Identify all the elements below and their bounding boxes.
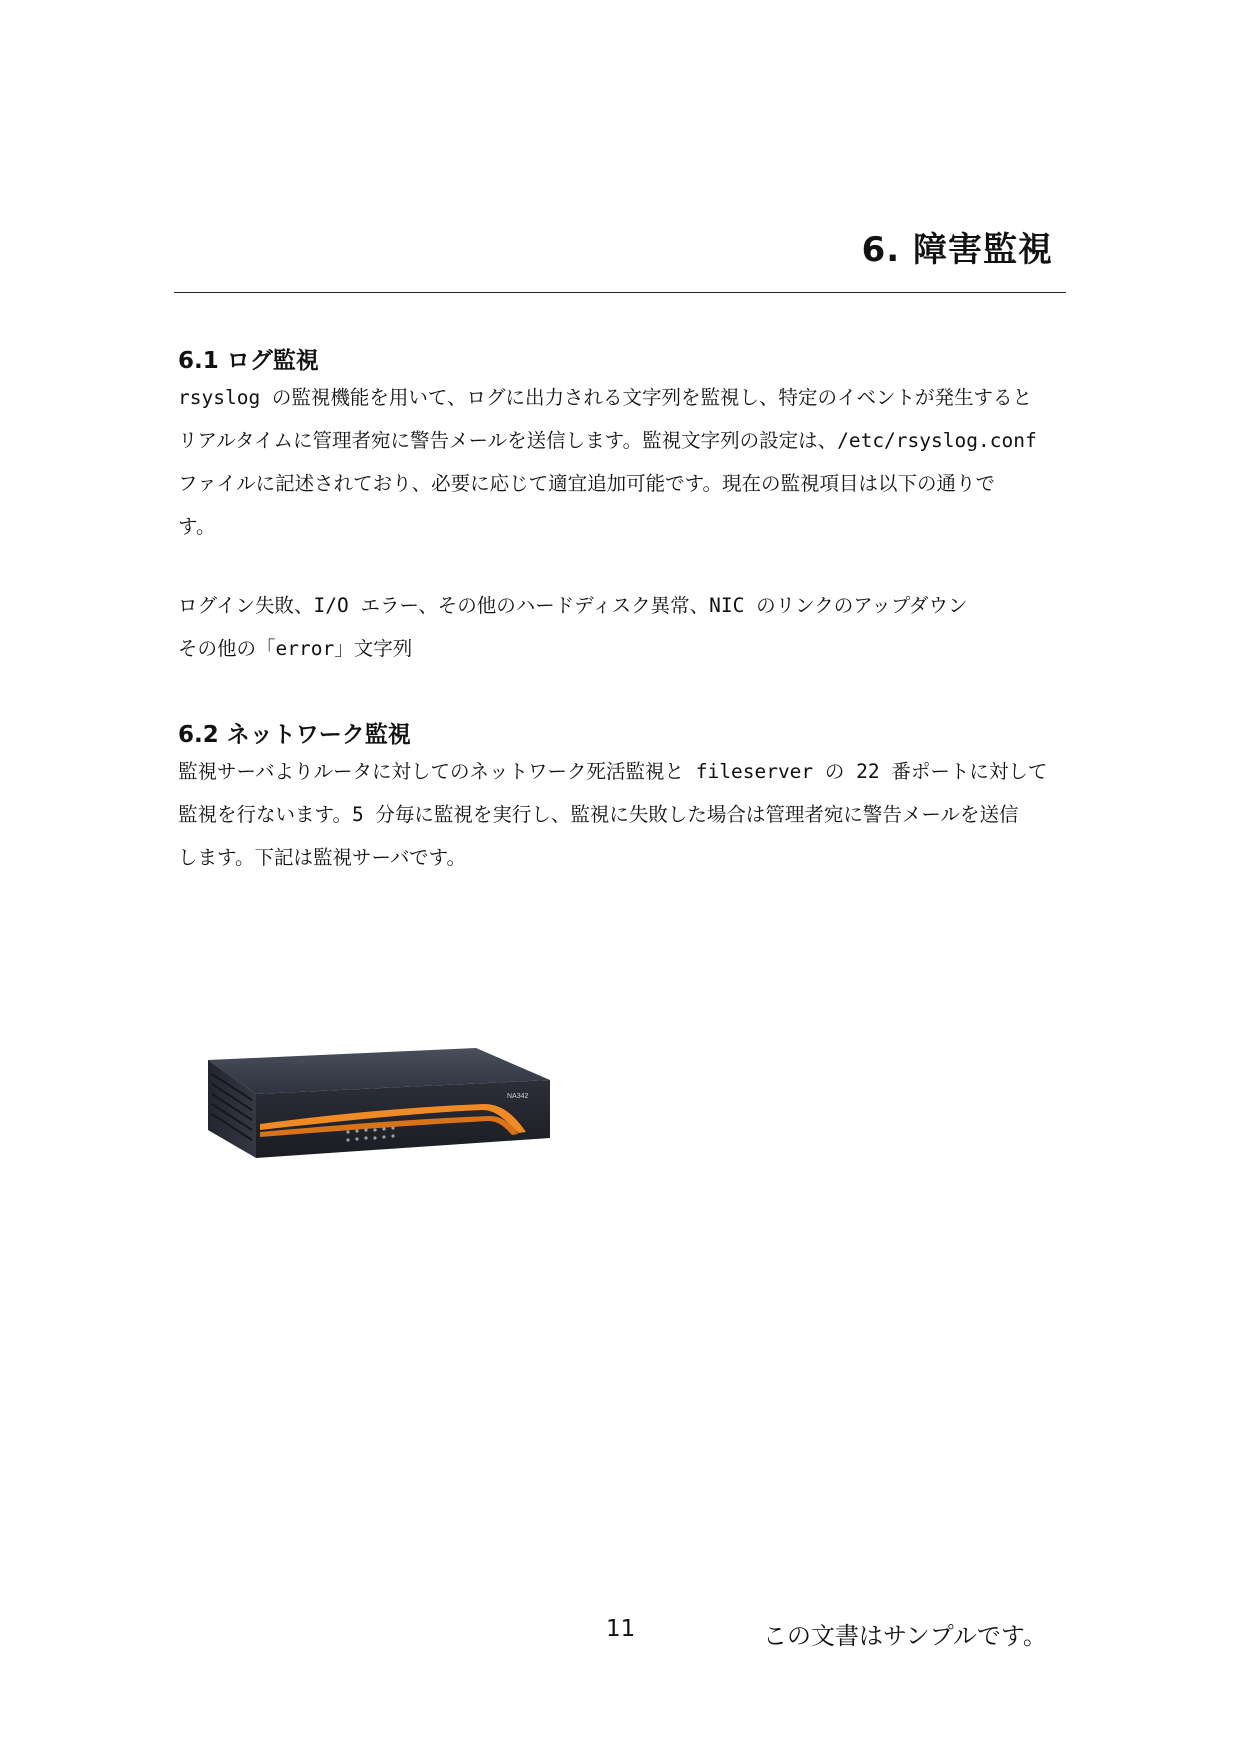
footer-note: この文書はサンプルです。 <box>763 1622 1047 1650</box>
paragraph-line: す。 <box>178 515 216 538</box>
paragraph-line: 監視を行ないます。5 分毎に監視を実行し、監視に失敗した場合は管理者宛に警告メールを送信 <box>178 803 1019 826</box>
item-line: ログイン失敗、I/O エラー、その他のハードディスク異常、NIC のリンクのアップダウン <box>178 594 968 617</box>
paragraph-line: します。下記は監視サーバです。 <box>178 846 467 869</box>
chapter-title: 6. 障害監視 <box>861 230 1053 270</box>
page-number: 11 <box>606 1616 636 1642</box>
paragraph-line: 監視サーバよりルータに対してのネットワーク死活監視と fileserver の 22 番ポートに対して <box>178 760 1048 783</box>
monitoring-server-image <box>200 1040 560 1174</box>
section-2-title: 6.2 ネットワーク監視 <box>178 722 411 748</box>
section-1-title: 6.1 ログ監視 <box>178 348 319 374</box>
paragraph-line: リアルタイムに管理者宛に警告メールを送信します。監視文字列の設定は、/etc/rsyslog.conf <box>178 429 1037 452</box>
monitored-items <box>178 584 1062 670</box>
paragraph-line: ファイルに記述されており、必要に応じて適宜追加可能です。現在の監視項目は以下の通りで <box>178 472 996 495</box>
section-1-body <box>178 376 1062 548</box>
chapter-divider <box>174 292 1066 293</box>
item-line: その他の「error」文字列 <box>178 637 413 660</box>
paragraph-line: rsyslog の監視機能を用いて、ログに出力される文字列を監視し、特定のイベントが発生すると <box>178 386 1033 409</box>
device-model-label: NA342 <box>507 1093 529 1100</box>
section-2-body <box>178 750 1062 879</box>
